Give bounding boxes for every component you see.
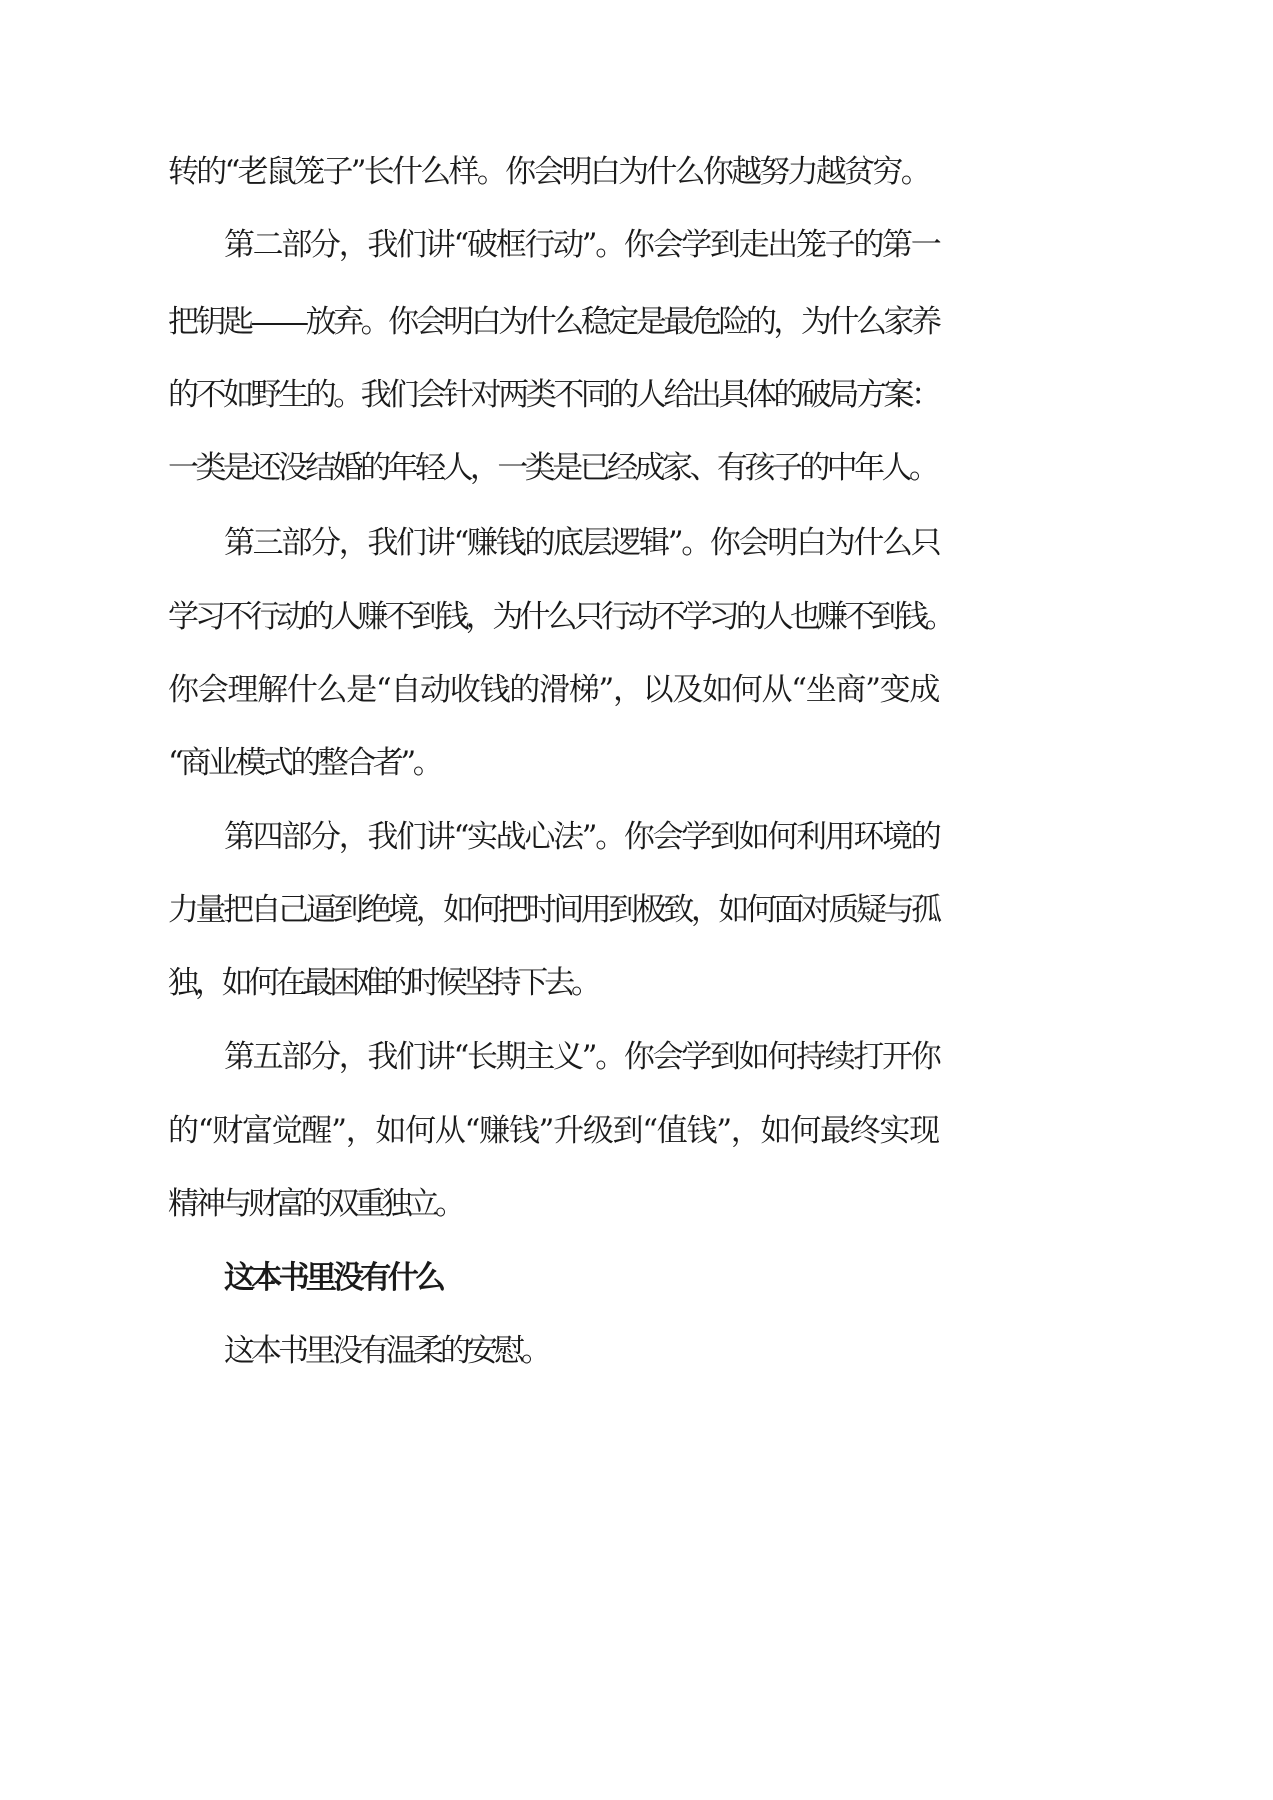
text-line: 第四部分，我们讲“实战心法”。你会学到如何利用环境的	[224, 819, 940, 855]
text-line: 你会理解什么是“自动收钱的滑梯”，以及如何从“坐商”变成	[168, 672, 940, 708]
text-line: 转的“老鼠笼子”长什么样。你会明白为什么你越努力越贫穷。	[168, 154, 929, 190]
text-line: “商业模式的整合者”。	[168, 745, 441, 781]
text-line: 学习不行动的人赚不到钱，为什么只行动不学习的人也赚不到钱。	[168, 599, 953, 635]
text-line: 独，如何在最困难的时候坚持下去。	[168, 965, 598, 1001]
text-line: 第二部分，我们讲“破框行动”。你会学到走出笼子的第一	[224, 227, 940, 263]
section-heading: 这本书里没有什么	[224, 1260, 443, 1296]
text-line: 力量把自己逼到绝境，如何把时间用到极致，如何面对质疑与孤	[168, 892, 939, 928]
text-line: 第三部分，我们讲“赚钱的底层逻辑”。你会明白为什么只	[224, 525, 940, 561]
text-line: 的“财富觉醒”，如何从“赚钱”升级到“值钱”，如何最终实现	[168, 1113, 939, 1149]
text-line: 这本书里没有温柔的安慰。	[224, 1333, 548, 1369]
text-line: 精神与财富的双重独立。	[168, 1186, 462, 1222]
text-line: 一类是还没结婚的年轻人，一类是已经成家、有孩子的中年人。	[168, 450, 937, 486]
text-line: 的不如野生的。我们会针对两类不同的人给出具体的破局方案：	[168, 377, 939, 413]
text-line: 把钥匙——放弃。你会明白为什么稳定是最危险的，为什么家养	[168, 304, 939, 340]
text-line: 第五部分，我们讲“长期主义”。你会学到如何持续打开你	[224, 1039, 940, 1075]
